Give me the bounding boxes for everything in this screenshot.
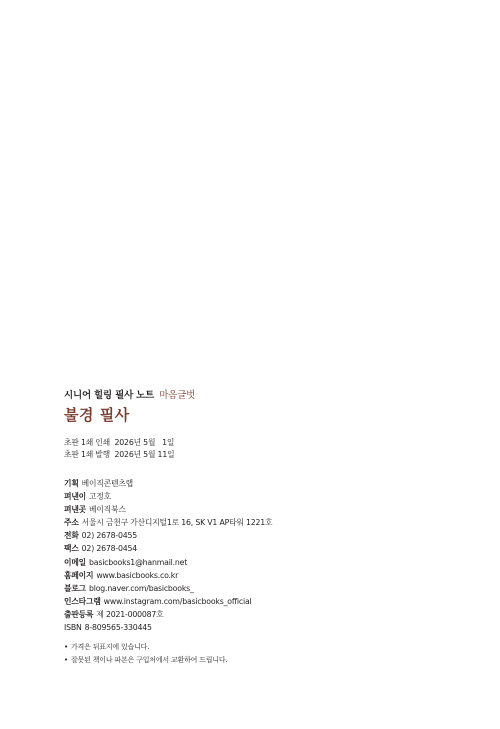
info-label: 홈페이지 xyxy=(64,570,94,580)
note-text: 잘못된 책이나 파본은 구입처에서 교환하여 드립니다. xyxy=(71,656,228,665)
info-value: 02) 2678-0455 xyxy=(81,531,138,541)
info-label: 펴낸이 xyxy=(64,492,86,502)
info-value: www.basicbooks.co.kr xyxy=(96,570,179,580)
info-address xyxy=(64,516,464,529)
edition-info xyxy=(64,437,464,461)
info-label: 전화 xyxy=(64,531,79,541)
info-registration xyxy=(64,608,464,621)
notes xyxy=(64,641,464,667)
info-label: 팩스 xyxy=(64,544,79,554)
bullet-icon: • xyxy=(64,656,68,665)
info-blog xyxy=(64,582,464,595)
series-main: 시니어 힐링 필사 노트 xyxy=(64,390,155,401)
info-homepage xyxy=(64,569,464,582)
info-label: 출판등록 xyxy=(64,609,94,619)
publisher-info xyxy=(64,477,464,634)
info-planning xyxy=(64,477,464,490)
series-accent: 마음글벗 xyxy=(159,390,196,401)
book-title: 불경 필사 xyxy=(64,406,130,424)
note-text: 가격은 뒤표지에 있습니다. xyxy=(71,643,150,652)
info-instagram xyxy=(64,595,464,608)
info-email xyxy=(64,556,464,569)
info-fax xyxy=(64,542,464,555)
edition-publish-date: 초판 1쇄 발행 2026년 5월 11일 xyxy=(64,450,175,459)
note-exchange xyxy=(64,654,464,667)
info-label: 블로그 xyxy=(64,583,86,593)
series-title xyxy=(64,389,464,402)
info-label: 인스타그램 xyxy=(64,596,101,606)
info-value: 제 2021-000087호 xyxy=(96,609,164,619)
note-price xyxy=(64,641,464,654)
info-publishing-house xyxy=(64,503,464,516)
info-value: 8-809565-330445 xyxy=(84,623,152,633)
colophon xyxy=(64,389,464,667)
info-label: 이메일 xyxy=(64,557,86,567)
info-value: 02) 2678-0454 xyxy=(81,544,138,554)
info-label: 기획 xyxy=(64,479,79,488)
info-value: basicbooks1@hanmail.net xyxy=(89,557,188,567)
info-value: 서울시 금천구 가산디지털1로 16, SK V1 AP타워 1221호 xyxy=(81,518,273,528)
bullet-icon: • xyxy=(64,643,68,652)
info-phone xyxy=(64,529,464,542)
info-publisher xyxy=(64,490,464,503)
info-value: blog.naver.com/basicbooks_ xyxy=(89,583,194,593)
info-value: www.instagram.com/basicbooks_official xyxy=(103,596,252,606)
info-label: 주소 xyxy=(64,518,79,528)
info-value: 베이직콘텐츠랩 xyxy=(81,479,133,488)
info-label: 펴낸곳 xyxy=(64,505,86,515)
edition-print-date: 초판 1쇄 인쇄 2026년 5월 1일 xyxy=(64,438,175,447)
info-value: 베이직북스 xyxy=(89,505,126,515)
info-isbn xyxy=(64,621,464,634)
info-label: ISBN xyxy=(64,623,82,633)
info-value: 고정호 xyxy=(89,492,111,502)
